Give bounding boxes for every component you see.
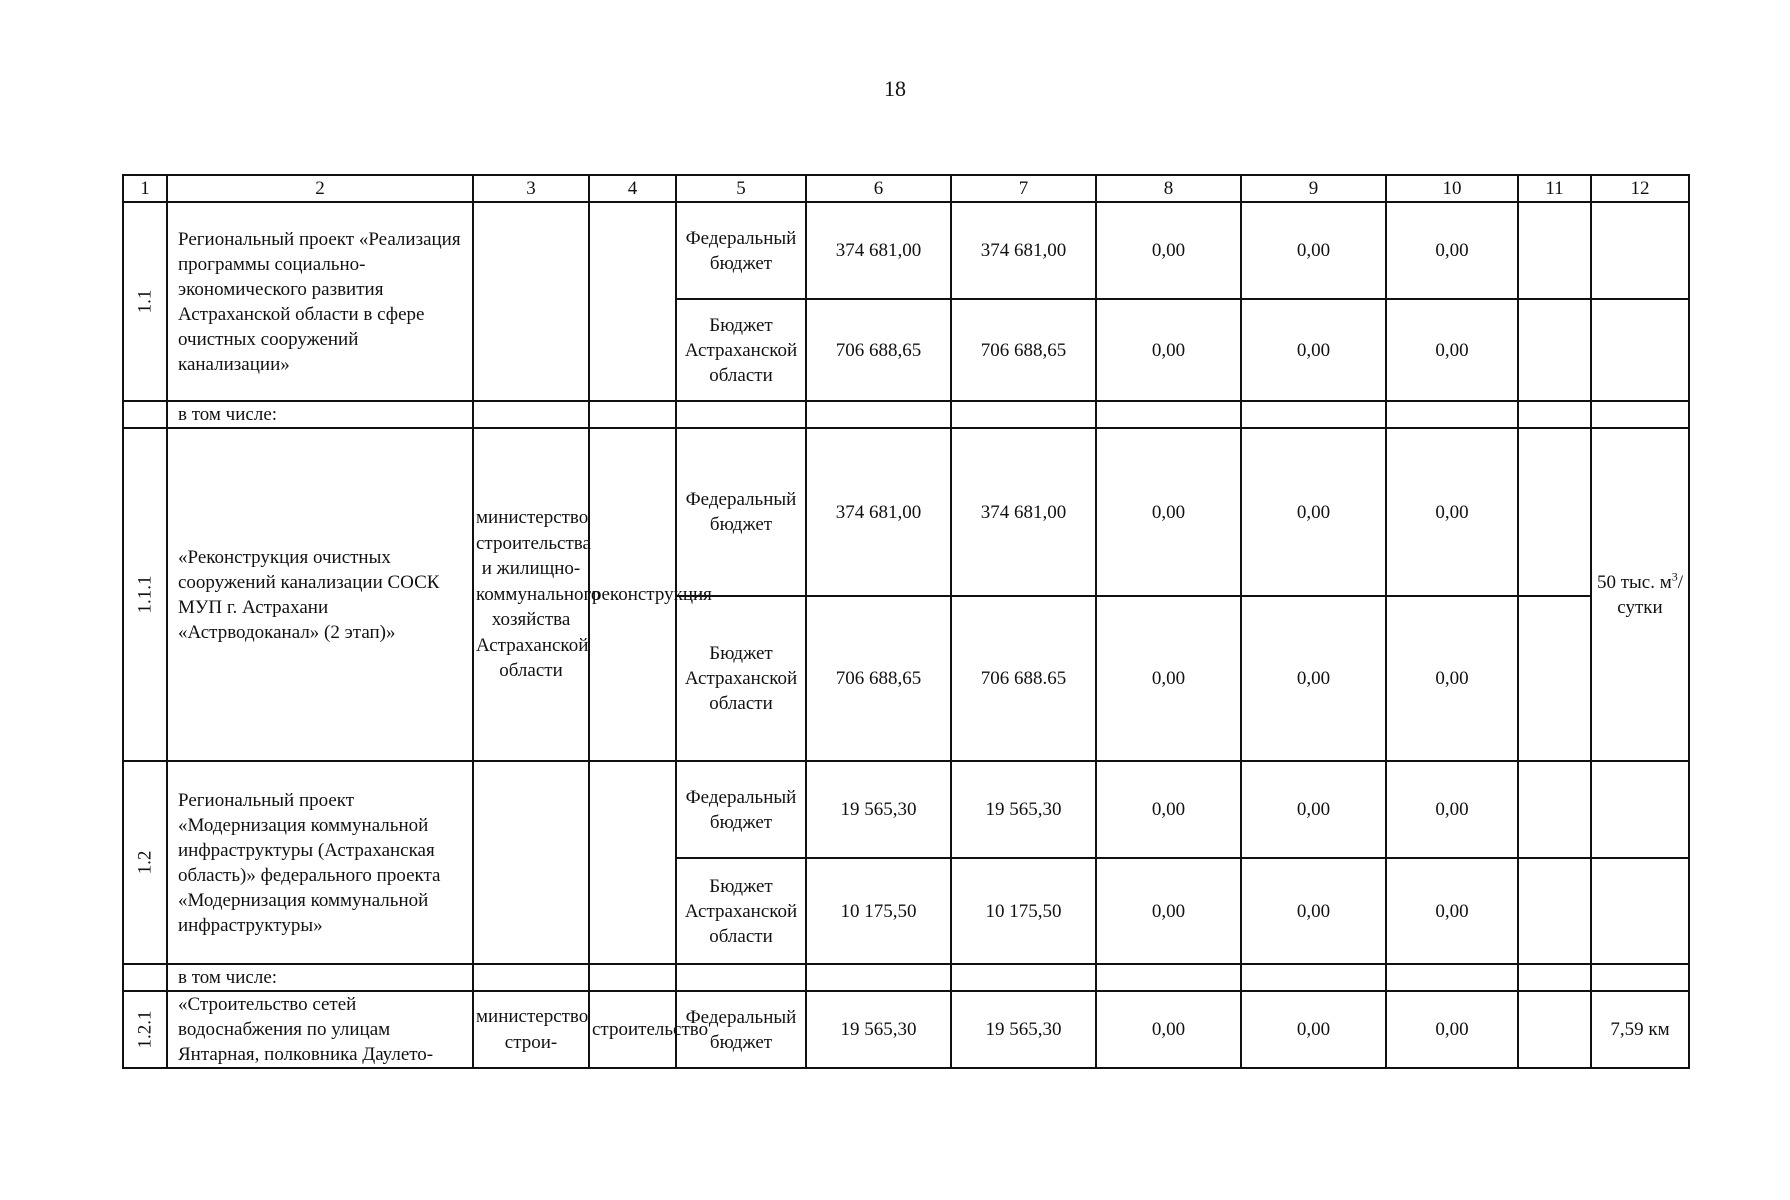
empty-cell: [1386, 401, 1518, 428]
value-cell: 0,00: [1096, 761, 1241, 858]
value-cell: [1591, 761, 1689, 858]
row-name: «Строительство сетей водоснабжения по улицам Янтарная, полковника Даулето-: [167, 991, 473, 1068]
value-cell: 706 688,65: [951, 299, 1096, 401]
value-cell: 0,00: [1241, 299, 1386, 401]
funding-source: Федеральный бюджет: [676, 428, 806, 596]
value-cell: 19 565,30: [951, 991, 1096, 1068]
column-header: 1: [123, 175, 167, 202]
column-header-row: [123, 175, 1689, 202]
value-cell: 0,00: [1241, 596, 1386, 761]
executor-cell: министерство строи-: [473, 991, 589, 1068]
funding-source: Бюджет Астраханской области: [676, 299, 806, 401]
page-number: 18: [884, 76, 906, 101]
empty-cell: [1591, 401, 1689, 428]
table-row: [123, 761, 1689, 858]
value-cell: 0,00: [1241, 428, 1386, 596]
value-cell: [1518, 428, 1591, 596]
empty-cell: [589, 401, 676, 428]
column-header: 10: [1386, 175, 1518, 202]
empty-cell: [806, 401, 951, 428]
empty-cell: [1386, 964, 1518, 991]
value-cell: [1518, 596, 1591, 761]
value-cell: 374 681,00: [806, 428, 951, 596]
value-cell: [1591, 299, 1689, 401]
subsection-label: в том числе:: [167, 401, 473, 428]
value-cell: 0,00: [1386, 202, 1518, 299]
empty-cell: [676, 964, 806, 991]
empty-cell: [951, 964, 1096, 991]
work-type-cell: строительство: [589, 991, 676, 1068]
value-cell: [1518, 991, 1591, 1068]
row-number: 1.1.1: [123, 428, 167, 761]
empty-cell: [1241, 964, 1386, 991]
result-cell: 50 тыс. $м^3$/сутки: [1591, 428, 1689, 761]
work-type-cell: [589, 202, 676, 401]
value-cell: 374 681,00: [951, 202, 1096, 299]
value-cell: 374 681,00: [951, 428, 1096, 596]
column-header: 3: [473, 175, 589, 202]
funding-source: Бюджет Астраханской области: [676, 596, 806, 761]
column-header: 11: [1518, 175, 1591, 202]
value-cell: 19 565,30: [806, 761, 951, 858]
value-cell: 706 688.65: [951, 596, 1096, 761]
executor-cell: [473, 761, 589, 964]
table-row: [123, 428, 1689, 596]
value-cell: 0,00: [1241, 991, 1386, 1068]
empty-cell: [951, 401, 1096, 428]
funding-source: Федеральный бюджет: [676, 761, 806, 858]
value-cell: [1591, 202, 1689, 299]
column-header: 12: [1591, 175, 1689, 202]
column-header: 7: [951, 175, 1096, 202]
empty-cell: [1591, 964, 1689, 991]
row-number: 1.1: [123, 202, 167, 401]
value-cell: 706 688,65: [806, 299, 951, 401]
value-cell: 0,00: [1386, 596, 1518, 761]
funding-source: Бюджет Астраханской области: [676, 858, 806, 964]
empty-cell: [123, 964, 167, 991]
column-header: 9: [1241, 175, 1386, 202]
result-cell: 7,59 км: [1591, 991, 1689, 1068]
empty-cell: [589, 964, 676, 991]
empty-cell: [1518, 401, 1591, 428]
value-cell: 0,00: [1241, 858, 1386, 964]
work-type-cell: реконструкция: [589, 428, 676, 761]
empty-cell: [806, 964, 951, 991]
row-name: Региональный проект «Модернизация коммунальной инфраструктуры (Астраханская область)» федерального проекта «Модернизация коммунальной инфраструктуры»: [167, 761, 473, 964]
empty-cell: [1096, 964, 1241, 991]
value-cell: [1591, 858, 1689, 964]
funding-source: Федеральный бюджет: [676, 202, 806, 299]
work-type-cell: [589, 761, 676, 964]
row-name: «Реконструкция очистных сооружений канализации СОСК МУП г. Астрахани «Астрводоканал» (2 этап)»: [167, 428, 473, 761]
value-cell: 0,00: [1096, 299, 1241, 401]
empty-cell: [1518, 964, 1591, 991]
column-header: 6: [806, 175, 951, 202]
value-cell: [1518, 202, 1591, 299]
column-header: 5: [676, 175, 806, 202]
value-cell: 0,00: [1386, 428, 1518, 596]
value-cell: 0,00: [1241, 761, 1386, 858]
table-row: [123, 401, 1689, 428]
value-cell: 706 688,65: [806, 596, 951, 761]
column-header: 2: [167, 175, 473, 202]
empty-cell: [676, 401, 806, 428]
value-cell: 19 565,30: [951, 761, 1096, 858]
value-cell: 19 565,30: [806, 991, 951, 1068]
column-header: 4: [589, 175, 676, 202]
value-cell: [1518, 761, 1591, 858]
empty-cell: [123, 401, 167, 428]
financing-table: [122, 174, 1690, 1069]
value-cell: 10 175,50: [806, 858, 951, 964]
empty-cell: [473, 964, 589, 991]
value-cell: [1518, 299, 1591, 401]
value-cell: 0,00: [1386, 858, 1518, 964]
value-cell: 0,00: [1096, 858, 1241, 964]
value-cell: 0,00: [1241, 202, 1386, 299]
empty-cell: [1241, 401, 1386, 428]
funding-source: Федеральный бюджет: [676, 991, 806, 1068]
empty-cell: [473, 401, 589, 428]
row-number: 1.2: [123, 761, 167, 964]
value-cell: 0,00: [1096, 596, 1241, 761]
table-row: [123, 964, 1689, 991]
value-cell: 0,00: [1096, 202, 1241, 299]
executor-cell: министерство строительства и жилищно-коммунального хозяйства Астраханской области: [473, 428, 589, 761]
value-cell: 0,00: [1096, 991, 1241, 1068]
column-header: 8: [1096, 175, 1241, 202]
value-cell: [1518, 858, 1591, 964]
executor-cell: [473, 202, 589, 401]
value-cell: 374 681,00: [806, 202, 951, 299]
value-cell: 10 175,50: [951, 858, 1096, 964]
empty-cell: [1096, 401, 1241, 428]
subsection-label: в том числе:: [167, 964, 473, 991]
value-cell: 0,00: [1386, 991, 1518, 1068]
table-row: [123, 991, 1689, 1068]
value-cell: 0,00: [1386, 761, 1518, 858]
row-name: Региональный проект «Реализация программы социально-экономического развития Астраханской области в сфере очистных сооружений канализации»: [167, 202, 473, 401]
table-row: [123, 202, 1689, 299]
row-number: 1.2.1: [123, 991, 167, 1068]
value-cell: 0,00: [1386, 299, 1518, 401]
value-cell: 0,00: [1096, 428, 1241, 596]
